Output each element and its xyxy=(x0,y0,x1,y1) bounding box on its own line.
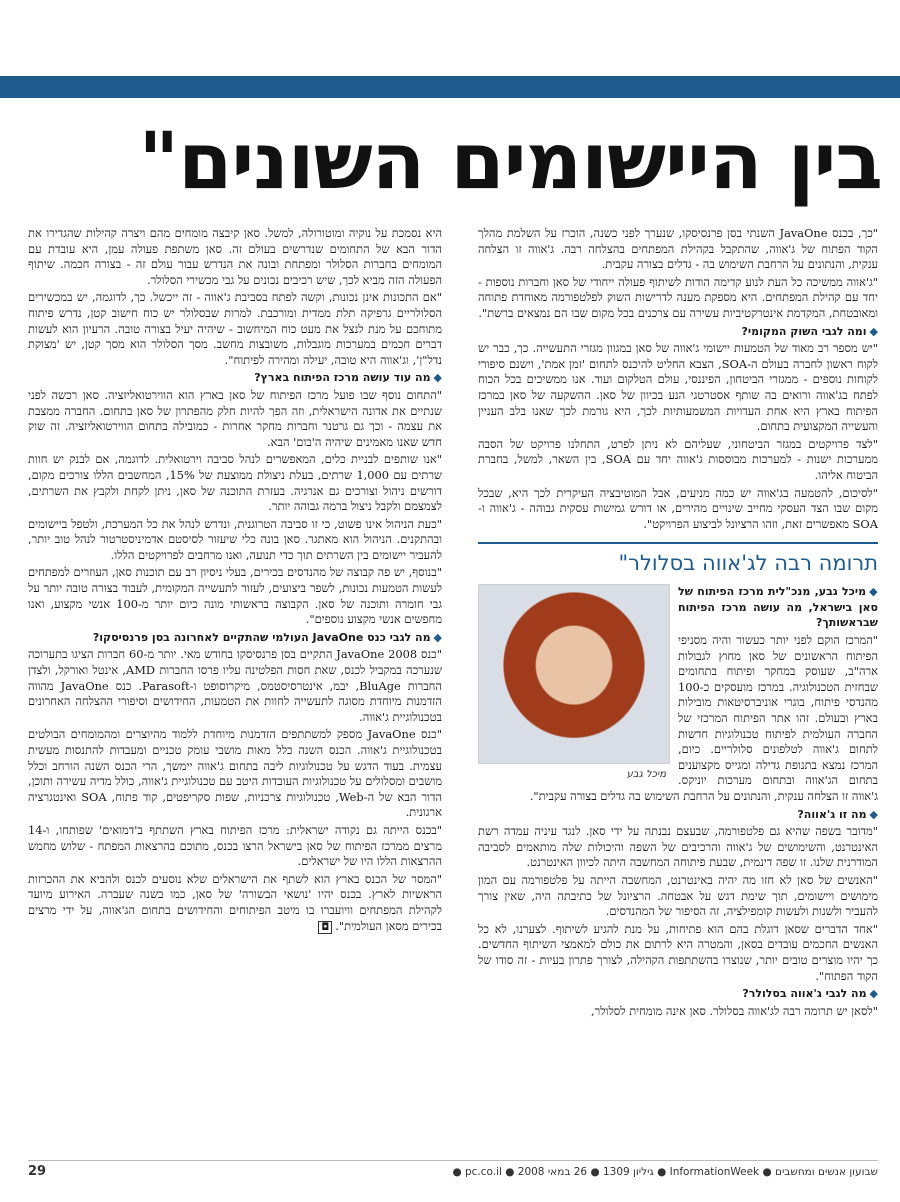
footer-publication-info: שבועון אנשים ומחשבים ● InformationWeek ● גיליון 1309 ● 26 במאי 2008 ● pc.co.il ● xyxy=(452,1166,878,1178)
paragraph: "אנו שותפים לבניית כלים, המאפשרים לנהל סביבה וירטואלית. לדוגמה, אם לבנק יש חוות שרתים עם 1,000 שרתים, בעלת ניצולת ממוצעת של 15%, המחשבים הללו צורכים מקום, דורשים ניהול וצורכים גם אנרגיה. בעזרת התוכנה של סאן, ניתן לקחת ולקבץ את השרתים, לצמצמם ולקבל ניצול ברמה גבוהה יותר. xyxy=(28,452,442,514)
question-heading: ◆מה זו ג'אווה? xyxy=(797,807,878,821)
end-of-article-icon: ◘ xyxy=(318,921,332,934)
question-heading: ◆מה לגבי כנס JavaOne העולמי שהתקיים לאחרונה בסן פרנסיסקו? xyxy=(92,630,442,644)
diamond-bullet-icon: ◆ xyxy=(433,630,442,644)
paragraph: "המסר של הכנס בארץ הוא לשתף את הישראלים שלא נוסעים לכנס ולהביא את ההכרזות הראשיות לארץ. בכנס יהיו 'נושאי הבשורה' של סאן, כמו בשנה שעברה. האירוע מיועד לקהילת המפתחים וויועברו בו מיטב הפיתוחים והחידושים בתחום הג'אווה, על ידי מרצים בכירים מסאן העולמית".◘ xyxy=(28,871,442,933)
paragraph: "כעת הניהול אינו פשוט, כי זו סביבה הטרוגנית, ונדרש לנהל את כל המערכת, ולטפל ביישומים ובהתקנים. הניהול הוא מאתגר. סאן בונה כלי שיעזור לסיסטם אדמיניסטרטור לנהל טוב יותר, להעביר יישומים בין השרתים תוך כדי תנועה, ואנו מרחבים לפרויקטים הללו. xyxy=(28,516,442,562)
article-headline: בין היישומים השונים" xyxy=(138,117,882,207)
question-heading: ◆מיכל גבע, מנכ"לית מרכז הפיתוח של סאן בישראל, מה עושה מרכז הפיתוח שבראשותך? xyxy=(678,585,878,630)
portrait-photo xyxy=(478,584,670,782)
paragraph: "אם התכונות אינן נכונות, וקשה לפתח בסביבת ג'אווה - זה ייכשל. כך, לדוגמה, יש במכשירים הסלולריים גרפיקה תלת ממדית ומורכבת. למרות שבסלולר יש כוח חישוב קטן, נדרש פיתוח מתוחכם על מנת לנצל את מעט כוח המיחשוב - שיהיה יעיל בצורה טובה. הרעיון הוא לעשות דברים חכמים במערכות מוגבלות, משובצות מחשב. מסך הסלולר הוא מסך קטן, יש 'מצוקת נדל"ן', וג'אווה היא טובה, יעילה ומהירה לפיתוח". xyxy=(28,290,442,367)
paragraph: "כנס JavaOne מספק למשתתפים הזדמנות מיוחדת ללמוד מהיוצרים ומהמומחים הבולטים בטכנולוגיית ג'אווה. הכנס השנה כלל מאות מושבי עומק טכניים ומעבדות להתנסות מעשית עצמית. בעוד הדגש על טכנולוגיות ליבה בתחום ג'אווה יימשך, הרי הכנס השנה הורחב וכלל מושבים ומסלולים על טכנולוגיות העובדות היטב עם טכנולוגיית ג'אווה, כולל מדיה עשירה ותוכן, הדור הבא של ה-Web, טכנולוגיות צרכניות, שפות סקריפטים, קוד פתוח, SOA ואינטגרציה ארגונית. xyxy=(28,727,442,820)
paragraph: "יש מספר רב מאוד של הטמעות יישומי ג'אווה של סאן במגוון מגזרי התעשייה. כך, כבר יש לקוח ראשון לחברה בעולם ה-SOA, הצבא החליט להיכנס לתחום 'זמן אמת', וישנם סיפורי לקוחות נוספים - ממגזרי הביטחון, הפיננסי, עולם הטלקום ועוד. אנו ממשיכים בכל הכוח לפתח בג'אווה ורואים בה שותף אסטרטגי הנע בכיוון של סאן. ההשקעה של סאן במרכז הפיתוח בארץ היא אחת העדויות המשמעותיות לכך, היא גורמת לכך שאנו בלב העניין והעשייה המקצועית בתחום. xyxy=(478,341,878,434)
paragraph: היא נסמכת על נוקיה ומוטורולה, למשל. סאן קיבצה מומחים מהם ויצרה קהילות שהגדירו את הדור הבא של התחומים שנדרשים בעולם זה. סאן משתפת פעולה עמן, היא עובדת עם המומחים בחברות הסלולר ומפתחת ובונה את הנדרש עבור עולם זה - בצורה חכמה. שיתוף הפעולה הזה מביא לכך, שיש רכיבים נכונים על גבי מכשירי הסלולר. xyxy=(28,226,442,287)
diamond-bullet-icon: ◆ xyxy=(869,324,878,338)
diamond-bullet-icon: ◆ xyxy=(869,987,878,1001)
diamond-bullet-icon: ◆ xyxy=(433,371,442,385)
paragraph: "התחום נוסף שבו פועל מרכז הפיתוח של סאן בארץ הוא הווירטואליזציה. סאן רכשה לפני שנתיים את אדונה הישראלית, וזה הפך להיות חלק מהפתרון של סאן בתחום. החברה ממצבת את עצמה - וכך גם גרטנר וחברות מחקר אחרות - כמובילה בתחום הווירטואליזציה. זה שוק חדש שאנו מאמינים שיהיה ה'בום' הבא. xyxy=(28,387,442,449)
paragraph: "בכנס הייתה גם נקודה ישראלית: מרכז הפיתוח בארץ השתתף ב'דמואים' שפותחו, ו-14 מרצים ממרכז הפיתוח של סאן בישראל הרצו בכנס, מתוכם בהרצאות המפתח - שלוש מחמש ההרצאות הללו היו של ישראלים. xyxy=(28,822,442,869)
page-footer xyxy=(28,1160,878,1180)
page-number: 29 xyxy=(28,1164,47,1179)
top-color-bar xyxy=(0,76,900,98)
paragraph: "האנשים של סאן לא חזו מה יהיה באינטרנט, המחשבה הייתה על פלטפורמה עם המון מימושים ויישומים, תוך שימת דגש על אבטחה. הרציונל של כתיבתה היה, שאין צורך להעביר ולשנות ולעשות קומפילציה, זה הסיפור של המהנדסים. xyxy=(478,872,878,919)
paragraph: "המרכז הוקם לפני יותר כעשור והיה מסניפי הפיתוח הראשונים של סאן מחוץ לגבולות ארה"ב, שעוסק במחקר ופיתוח בתחומים שבחזית הטכנולוגיה. במרכז מועסקים כ-100 מהנדסי פיתוח, בוגרי אוניברסיטאות מובילות בארץ ובעולם. זהו אתר הפיתוח המרכזי של החברה העולמית לפיתוח טכנולוגיות חדשות לתחום ג'אווה לטלפונים סלולריים. כיום, המרכז נמצא בתנופת גדילה ומגייס מקצוענים בתחום הג'אווה ובתחום מערכות יוניקס. ג'אווה זו הצלחה ענקית, והנתונים על הרחבת השימוש בה גדלים בצורה עקבית". xyxy=(529,633,878,803)
paragraph: "בנוסף, יש פה קבוצה של מהנדסים בכירים, בעלי ניסיון רב עם תוכנות סאן, העוזרים למפתחים לעשות הטמעות נכונות, לשפר ביצועים, לעזור לתעשייה המקומית, לעבוד בצורה טובה יותר על גבי חומרה ותוכנה של סאן. הקבוצה בראשותי מונה כיום יותר מ-100 אנשי מקצוע, ואנו מחפשים אנשי מקצוע נוספים". xyxy=(28,565,442,627)
article-column-left xyxy=(28,226,442,1140)
photo-caption: מיכל גבע xyxy=(626,768,666,780)
question-heading: ◆ומה לגבי השוק המקומי? xyxy=(741,324,878,338)
paragraph: "כנס JavaOne 2008 התקיים בסן פרנסיסקו בחודש מאי. יותר מ-60 חברות הציגו בתערוכה שנערכה במקביל לכנס, שאת חסות הפלטינה עליו פרסו החברות AMD, אינטל ואורקל, ולצדן החברות BluAge, יבמ, אינטרסיסטמס, מיקרוסופט ו-Parasoft. כנס JavaOne מהווה הזדמנות מיוחדת מסוגה לתעשייה לחוות את הטמעות, החידושים וסיפורי ההצלחה האחרונים בטכנולוגיית ג'אווה. xyxy=(28,647,442,724)
sub-headline: תרומה רבה לג'אווה בסלולר" xyxy=(478,542,878,576)
paragraph: "ג'אווה ממשיכה כל העת לנוע קדימה הודות לשיתוף פעולה ייחודי של סאן וחברות נוספות - יחד עם קהילת המפתחים. היא מספקת מענה לדרישות השוק לפלטפורמה מאוחדת פתוחה ומאובטחת, המקדמת אינטרקטיביות עשירה עם צרכנים בכל מקום שבו הם נמצאים ברשת". xyxy=(478,274,878,320)
diamond-bullet-icon: ◆ xyxy=(869,585,878,599)
paragraph: "לסאן יש תרומה רבה לג'אווה בסלולר. סאן אינה מומחית לסלולר, xyxy=(591,1003,878,1018)
article-column-right xyxy=(478,226,878,1144)
paragraph: "אחד הדברים שסאן דוגלת בהם הוא פתיחות, על מנת להגיע לשיתוף. לצערנו, לא כל האנשים החכמים עובדים בסאן, והמטרה היא לרתום את כולם למאמצי השיתוף החדשים. כך יהיו מוצרים טובים יותר, שנוצרו בהשתתפות הקהילה, לצורך פתרון בעיות - זה סודו של הקוד הפתוח". xyxy=(478,921,878,983)
portrait-image xyxy=(478,584,670,764)
question-heading: ◆מה עוד עושה מרכז הפיתוח בארץ? xyxy=(254,371,442,385)
paragraph: "לסיכום, להטמעה בג'אווה יש כמה מניעים, אבל המוטיבציה העיקרית לכך היא, שבכל מקום שבו הצד העסקי מחייב שינויים מהירים, או דורש גמישות עסקית גבוהה - ג'אווה ו-SOA מאפשרים זאת, וזהו הרציונל לביצוע הפרויקט". xyxy=(478,485,878,531)
paragraph: "כך, בכנס JavaOne השנתי בסן פרנסיסקו, שנערך לפני כשנה, הוכרז על השלמת מהלך הקוד הפתוח של ג'אווה, שהתקבל בקהילת המפתחים בהצלחה רבה. ג'אווה זו הצלחה ענקית, והנתונים על הרחבת השימוש בה - גדלים בצורה עקבית. xyxy=(478,226,878,272)
question-heading: ◆מה לגבי ג'אווה בסלולר? xyxy=(742,987,878,1001)
diamond-bullet-icon: ◆ xyxy=(869,807,878,821)
paragraph: "מדובר בשפה שהיא גם פלטפורמה, שבעצם נבנתה על ידי סאן. לנגד עיניה עמדה רשת האינטרנט, והשימושים של ג'אווה והרכיבים של השפה והיכולות שלה מותאמים לסביבה המודרנית שלנו. זו שפה דינמית, שבעת פיתוחה המחשבה היתה לכיוון האינטרנט. xyxy=(478,824,878,870)
paragraph: "לצד פרויקטים במגזר הביטחוני, שעליהם לא ניתן לפרט, התחלנו פרויקט של הסבה ממערכות ישנות - למערכות מבוססות ג'אווה יחד עם SOA, בין השאר, למשל, בחברת הביטוח אליהו. xyxy=(478,436,878,482)
